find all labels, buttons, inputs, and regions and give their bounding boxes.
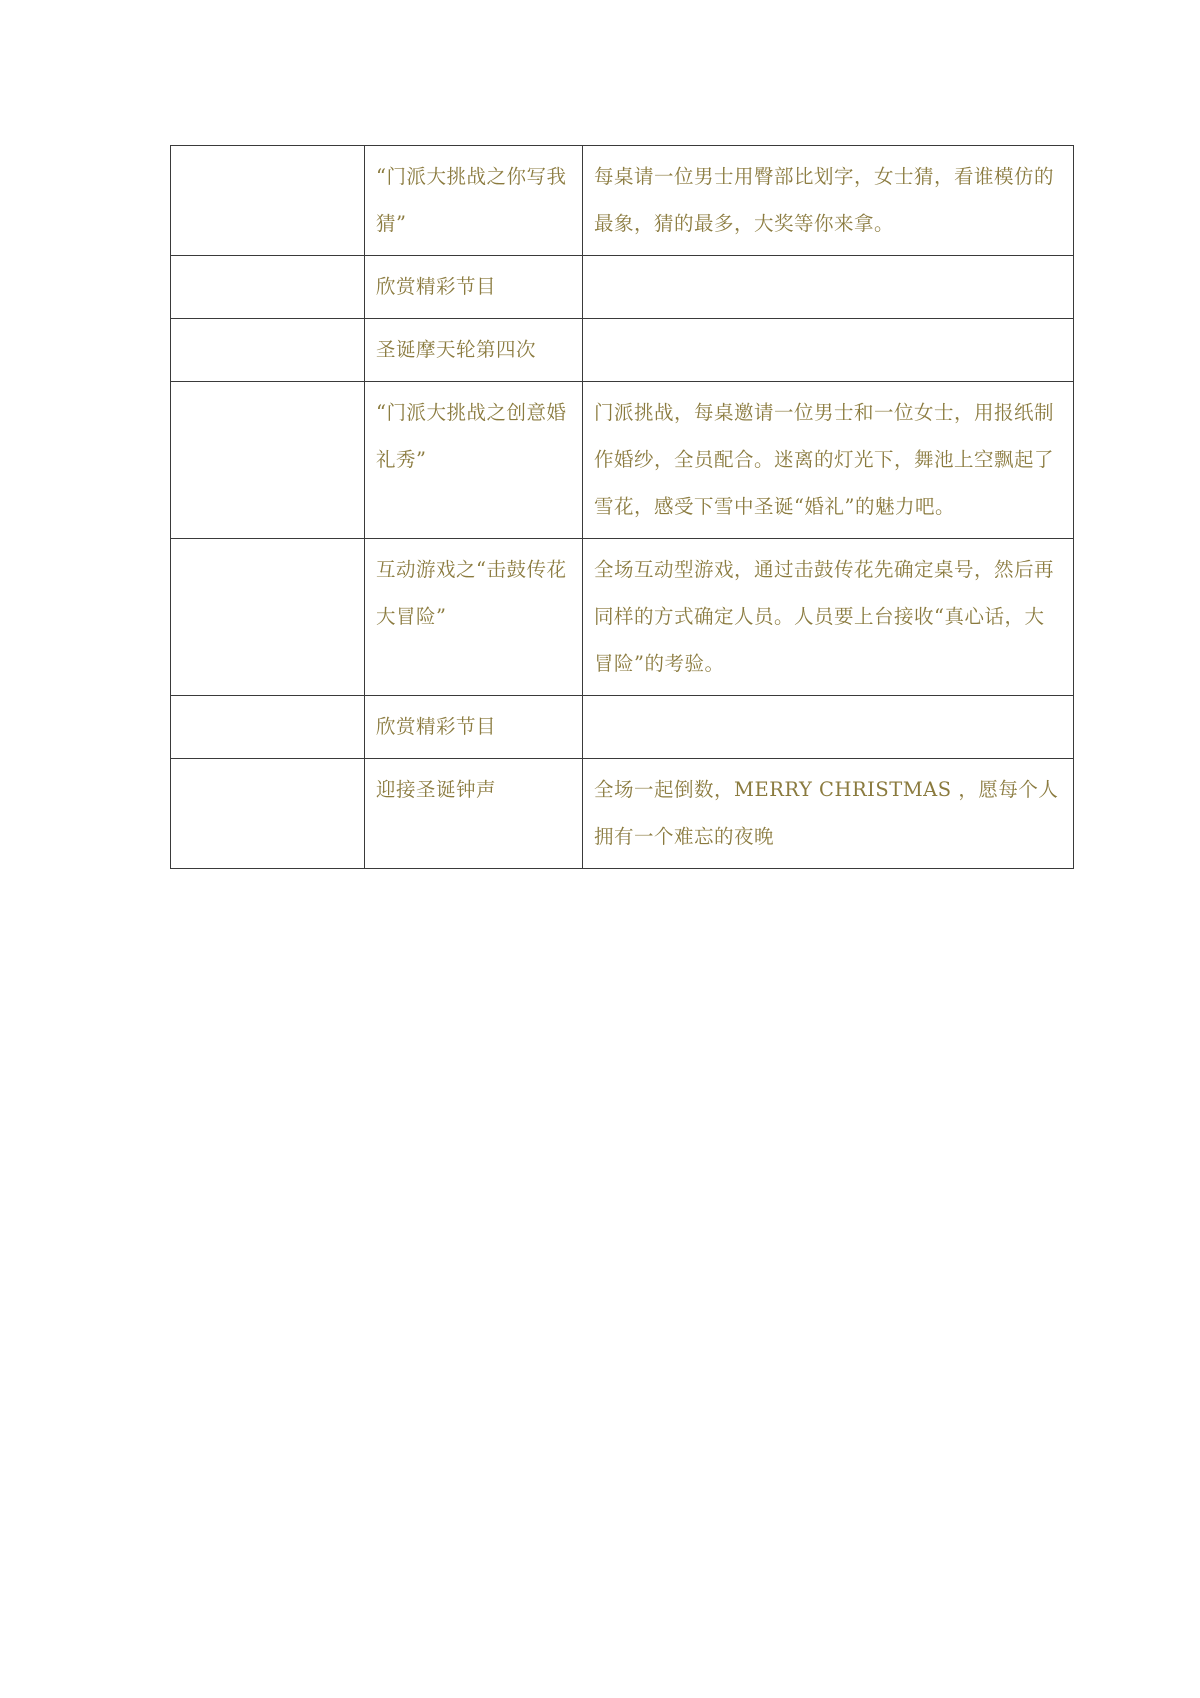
time-cell <box>171 319 365 382</box>
program-table <box>170 145 1074 869</box>
description-cell: 门派挑战，每桌邀请一位男士和一位女士，用报纸制作婚纱，全员配合。迷离的灯光下，舞池上空飘起了雪花，感受下雪中圣诞“婚礼”的魅力吧。 <box>583 382 1074 539</box>
table-row <box>171 382 1074 539</box>
table-row <box>171 759 1074 869</box>
table-row <box>171 696 1074 759</box>
time-cell <box>171 146 365 256</box>
time-cell <box>171 696 365 759</box>
table-row <box>171 539 1074 696</box>
activity-cell: 互动游戏之“击鼓传花大冒险” <box>365 539 583 696</box>
time-cell <box>171 759 365 869</box>
activity-cell: “门派大挑战之创意婚礼秀” <box>365 382 583 539</box>
description-cell <box>583 256 1074 319</box>
time-cell <box>171 256 365 319</box>
time-cell <box>171 539 365 696</box>
time-cell <box>171 382 365 539</box>
description-cell: 全场互动型游戏，通过击鼓传花先确定桌号，然后再同样的方式确定人员。人员要上台接收“真心话，大冒险”的考验。 <box>583 539 1074 696</box>
table-row <box>171 256 1074 319</box>
activity-cell: “门派大挑战之你写我猜” <box>365 146 583 256</box>
activity-cell: 欣赏精彩节目 <box>365 256 583 319</box>
table-row <box>171 319 1074 382</box>
description-cell: 全场一起倒数，MERRY CHRISTMAS ，愿每个人拥有一个难忘的夜晚 <box>583 759 1074 869</box>
description-cell <box>583 696 1074 759</box>
activity-cell: 迎接圣诞钟声 <box>365 759 583 869</box>
activity-cell: 圣诞摩天轮第四次 <box>365 319 583 382</box>
description-cell: 每桌请一位男士用臀部比划字，女士猜，看谁模仿的最象，猜的最多，大奖等你来拿。 <box>583 146 1074 256</box>
activity-cell: 欣赏精彩节目 <box>365 696 583 759</box>
description-cell <box>583 319 1074 382</box>
table-row <box>171 146 1074 256</box>
